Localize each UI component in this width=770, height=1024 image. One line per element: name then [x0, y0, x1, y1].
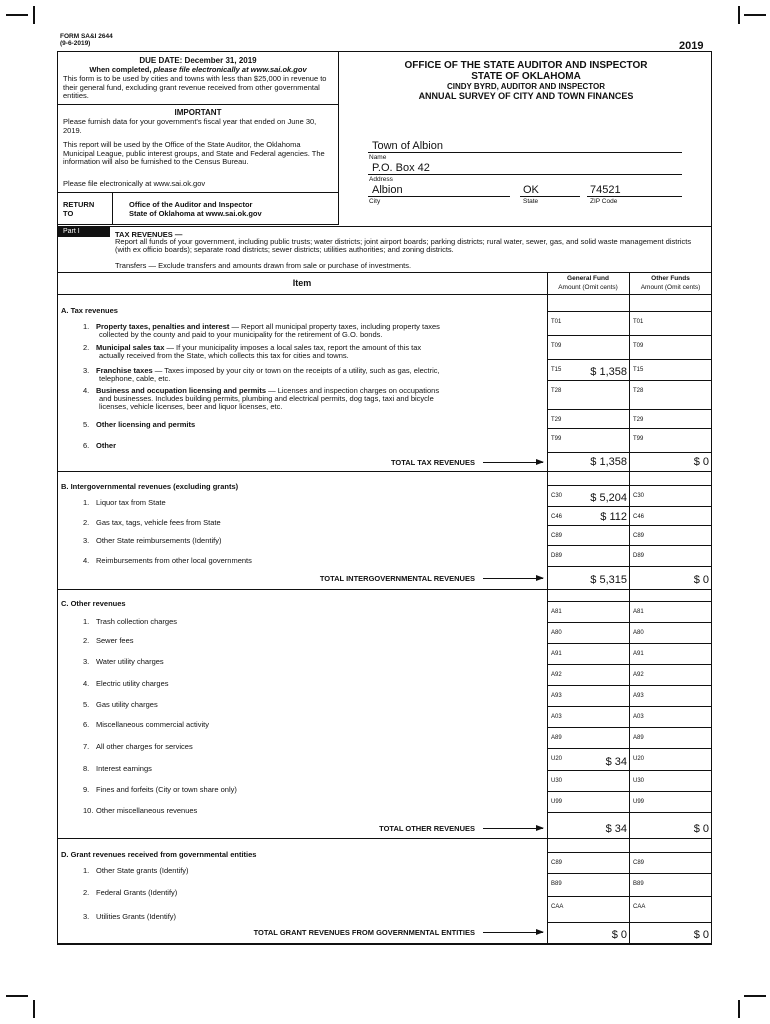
item-number: 4.: [83, 386, 90, 395]
general-fund-total[interactable]: $ 34: [605, 823, 627, 835]
general-fund-code: U99: [551, 799, 563, 805]
row-divider: [547, 428, 712, 429]
item-number: 2.: [83, 518, 90, 527]
general-amount-header: Amount (Omit cents): [558, 284, 618, 291]
row-divider: [547, 359, 712, 360]
other-funds-code: A91: [633, 651, 644, 657]
general-fund-code: A93: [551, 693, 562, 699]
line-item: Interest earnings: [96, 764, 152, 773]
part-label: Part I: [57, 226, 110, 237]
row-divider: [547, 791, 712, 792]
line-item: Other miscellaneous revenues: [96, 806, 198, 815]
line-item: Other State grants (Identify): [96, 866, 189, 875]
line-item: Electric utility charges: [96, 679, 169, 688]
line-item: [96, 441, 116, 450]
row-divider: [547, 335, 712, 336]
line-item-title: Franchise taxes: [96, 366, 153, 375]
row-divider: [547, 896, 712, 897]
general-fund-code: C30: [551, 493, 563, 499]
item-number: 3.: [83, 536, 90, 545]
item-number: 5.: [83, 420, 90, 429]
other-funds-header: Other Funds: [651, 275, 690, 282]
line-item: Utilities Grants (Identify): [96, 912, 177, 921]
general-fund-code: C89: [551, 533, 563, 539]
line-item-title: Municipal sales tax: [96, 343, 165, 352]
other-funds-code: T09: [633, 343, 644, 349]
divider: [57, 104, 339, 105]
row-divider: [547, 770, 712, 771]
other-funds-code: U20: [633, 756, 645, 762]
line-item: Miscellaneous commercial activity: [96, 720, 209, 729]
item-number: 4.: [83, 556, 90, 565]
other-funds-code: T01: [633, 319, 644, 325]
row-divider: [547, 566, 712, 567]
line-item: Gas tax, tags, vehicle fees from State: [96, 518, 221, 527]
item-number: 3.: [83, 366, 90, 375]
general-fund-code: A89: [551, 735, 562, 741]
line-item-continued: actually received from the State, which collects this tax for cities and towns.: [99, 351, 349, 360]
general-fund-code: T99: [551, 436, 562, 442]
general-fund-code: T28: [551, 388, 562, 394]
important-title: IMPORTANT: [174, 108, 222, 117]
total-label: TOTAL TAX REVENUES: [390, 458, 475, 467]
divider: [57, 272, 712, 273]
electronic-note-prefix: When completed,: [89, 65, 154, 74]
item-number: 4.: [83, 679, 90, 688]
line-item-continued: telephone, cable, etc.: [99, 374, 171, 383]
item-number: 8.: [83, 764, 90, 773]
other-funds-code: D89: [633, 553, 645, 559]
other-funds-code: CAA: [633, 904, 646, 910]
general-fund-code: T15: [551, 367, 562, 373]
row-divider: [547, 922, 712, 923]
general-fund-code: B89: [551, 881, 562, 887]
row-divider: [547, 506, 712, 507]
general-fund-code: A81: [551, 609, 562, 615]
row-divider: [57, 838, 712, 839]
line-item: Federal Grants (Identify): [96, 888, 178, 897]
other-amount-header: Amount (Omit cents): [640, 284, 701, 291]
crop-mark: [738, 1000, 740, 1018]
item-number: 3.: [83, 657, 90, 666]
name-label: Name: [369, 154, 387, 161]
line-item: [96, 420, 195, 429]
item-number: 1.: [83, 617, 90, 626]
general-fund-code: T09: [551, 343, 562, 349]
name-field[interactable]: Town of Albion: [372, 140, 443, 152]
return-address-2: State of Oklahoma at www.sai.ok.gov: [129, 209, 262, 218]
divider: [57, 294, 712, 295]
electronic-note: [60, 65, 336, 74]
crop-mark: [744, 995, 766, 997]
row-divider: [547, 873, 712, 874]
divider: [57, 192, 339, 193]
general-fund-amount[interactable]: $ 5,204: [590, 492, 627, 504]
important-p3: Please file electronically at www.sai.ok.gov: [63, 179, 206, 188]
general-fund-amount[interactable]: $ 1,358: [590, 366, 627, 378]
transfers-note: Transfers — Exclude transfers and amounts drawn from sale or purchase of investments.: [115, 261, 412, 270]
part-title: TAX REVENUES —: [115, 230, 183, 239]
line-item: Liquor tax from State: [96, 498, 166, 507]
row-divider: [547, 545, 712, 546]
line-item-continued: and businesses. Includes building permits, plumbing and electrical permits, dog tags, taxi and bicycle: [99, 394, 434, 403]
city-underline: [368, 196, 510, 197]
crop-mark: [33, 6, 35, 24]
return-divider: [112, 192, 113, 225]
item-number: 10.: [83, 806, 94, 815]
office-title: OFFICE OF THE STATE AUDITOR AND INSPECTOR: [404, 60, 648, 71]
general-fund-code: D89: [551, 553, 563, 559]
other-funds-code: T15: [633, 367, 644, 373]
electronic-note-link: please file electronically at www.sai.ok.gov: [153, 65, 307, 74]
line-item: All other charges for services: [96, 742, 193, 751]
state-field[interactable]: OK: [523, 184, 539, 196]
row-divider: [547, 685, 712, 686]
state-underline: [520, 196, 580, 197]
item-number: 5.: [83, 700, 90, 709]
item-number: 6.: [83, 720, 90, 729]
general-fund-code: T29: [551, 417, 562, 423]
crop-mark: [744, 14, 766, 16]
row-divider: [547, 485, 712, 486]
general-fund-amount[interactable]: $ 112: [600, 511, 627, 523]
other-funds-code: C46: [633, 514, 645, 520]
line-item-title: Property taxes, penalties and interest: [96, 322, 230, 331]
other-funds-code: A03: [633, 714, 644, 720]
other-funds-code: A80: [633, 630, 644, 636]
city-label: City: [369, 198, 381, 205]
other-funds-code: A92: [633, 672, 644, 678]
row-divider: [547, 380, 712, 381]
address-field[interactable]: P.O. Box 42: [372, 162, 430, 174]
row-divider: [547, 748, 712, 749]
general-fund-header: General Fund: [567, 275, 609, 282]
general-fund-amount[interactable]: $ 34: [605, 756, 627, 768]
line-item: Gas utility charges: [96, 700, 158, 709]
other-funds-code: C89: [633, 860, 645, 866]
other-funds-total[interactable]: $ 0: [693, 456, 709, 468]
general-fund-code: A03: [551, 714, 562, 720]
total-arrow: [483, 578, 543, 579]
zip-field[interactable]: 74521: [590, 184, 621, 196]
auditor-name: CINDY BYRD, AUDITOR AND INSPECTOR: [446, 82, 606, 91]
other-funds-total[interactable]: $ 0: [693, 929, 709, 941]
row-divider: [57, 471, 712, 472]
general-fund-total[interactable]: $ 0: [611, 929, 627, 941]
section-title: B. Intergovernmental revenues (excluding grants): [61, 482, 239, 491]
other-funds-code: A89: [633, 735, 644, 741]
line-item-text: — If your municipality imposes a local sales tax, report the amount of this tax: [164, 343, 422, 352]
item-number: 1.: [83, 322, 90, 331]
other-funds-code: T99: [633, 436, 644, 442]
item-number: 3.: [83, 912, 90, 921]
row-divider: [547, 622, 712, 623]
item-number: 7.: [83, 742, 90, 751]
row-divider: [547, 812, 712, 813]
line-item-continued: collected by the county and paid to your municipality for the retirement of G.O. bonds.: [99, 330, 383, 339]
line-item: Trash collection charges: [96, 617, 178, 626]
other-funds-total[interactable]: $ 0: [693, 823, 709, 835]
total-arrow: [483, 828, 543, 829]
row-divider: [57, 589, 712, 590]
line-item-title: Other: [96, 441, 117, 450]
survey-title: ANNUAL SURVEY OF CITY AND TOWN FINANCES: [418, 91, 634, 101]
section-title: A. Tax revenues: [61, 306, 118, 315]
crop-mark: [6, 995, 28, 997]
general-fund-code: C89: [551, 860, 563, 866]
item-number: 1.: [83, 498, 90, 507]
general-fund-code: A91: [551, 651, 562, 657]
row-divider: [547, 664, 712, 665]
line-item: Sewer fees: [96, 636, 134, 645]
general-fund-code: CAA: [551, 904, 564, 910]
due-description: This form is to be used by cities and towns with less than $25,000 in revenue to their general fund, excluding grant revenue received from other governmental entities.: [63, 74, 327, 100]
total-label: TOTAL OTHER REVENUES: [379, 824, 475, 833]
return-address-1: Office of the Auditor and Inspector: [129, 200, 253, 209]
row-divider: [547, 643, 712, 644]
line-item-title: Business and occupation licensing and permits: [96, 386, 267, 395]
other-funds-code: C89: [633, 533, 645, 539]
line-item-text: — Licenses and inspection charges on occupations: [266, 386, 440, 395]
line-item: Other State reimbursements (Identify): [96, 536, 222, 545]
other-funds-code: T28: [633, 388, 644, 394]
other-funds-code: A93: [633, 693, 644, 699]
section-title: C. Other revenues: [61, 599, 126, 608]
item-number: 2.: [83, 636, 90, 645]
total-label: TOTAL INTERGOVERNMENTAL REVENUES: [319, 574, 475, 583]
important-p1: Please furnish data for your government's fiscal year that ended on June 30, 2019.: [63, 117, 317, 135]
general-fund-total[interactable]: $ 5,315: [590, 574, 627, 586]
item-number: 6.: [83, 441, 90, 450]
general-fund-code: T01: [551, 319, 562, 325]
total-arrow: [483, 932, 543, 933]
state-label: State: [523, 198, 539, 205]
general-fund-code: C46: [551, 514, 563, 520]
other-funds-code: T29: [633, 417, 644, 423]
row-divider: [57, 944, 712, 945]
other-funds-total[interactable]: $ 0: [693, 574, 709, 586]
divider: [57, 226, 712, 227]
city-field[interactable]: Albion: [372, 184, 403, 196]
form-revision: (9-6-2019): [60, 40, 91, 47]
form-year: 2019: [679, 40, 704, 52]
other-funds-code: A81: [633, 609, 644, 615]
crop-mark: [6, 14, 28, 16]
other-funds-code: C30: [633, 493, 645, 499]
crop-mark: [33, 1000, 35, 1018]
row-divider: [547, 311, 712, 312]
address-underline: [368, 174, 682, 175]
general-fund-code: U20: [551, 756, 563, 762]
crop-mark: [738, 6, 740, 24]
item-number: 9.: [83, 785, 90, 794]
other-funds-code: U30: [633, 778, 645, 784]
line-item: Reimbursements from other local governments: [96, 556, 252, 565]
address-label: Address: [369, 176, 393, 183]
line-item: Water utility charges: [96, 657, 164, 666]
row-divider: [547, 409, 712, 410]
row-divider: [547, 706, 712, 707]
item-header: Item: [292, 278, 312, 288]
general-fund-code: A92: [551, 672, 562, 678]
general-fund-code: A80: [551, 630, 562, 636]
total-arrow: [483, 462, 543, 463]
total-label: TOTAL GRANT REVENUES FROM GOVERNMENTAL ENTITIES: [253, 928, 475, 937]
row-divider: [547, 452, 712, 453]
item-number: 1.: [83, 866, 90, 875]
item-number: 2.: [83, 888, 90, 897]
row-divider: [547, 525, 712, 526]
line-item-title: Other licensing and permits: [96, 420, 196, 429]
form-number: FORM SA&I 2644: [60, 33, 113, 40]
line-item: Fines and forfeits (City or town share only): [96, 785, 237, 794]
row-divider: [547, 852, 712, 853]
section-title: D. Grant revenues received from governmental entities: [61, 850, 257, 859]
return-label-to: TO: [63, 209, 74, 218]
column-divider: [629, 272, 630, 944]
important-p2: This report will be used by the Office of the State Auditor, the Oklahoma Municipal League, public interest groups, and State and Federal agencies. The information will also be furnished to the Census Bureau.: [63, 140, 325, 166]
due-date-title: DUE DATE: December 31, 2019: [139, 56, 257, 65]
item-number: 2.: [83, 343, 90, 352]
office-state: STATE OF OKLAHOMA: [471, 71, 581, 82]
row-divider: [547, 727, 712, 728]
zip-underline: [587, 196, 682, 197]
line-item-continued: licenses, vehicle licenses, beer and liquor licenses, etc.: [99, 402, 283, 411]
general-fund-total[interactable]: $ 1,358: [590, 456, 627, 468]
other-funds-code: B89: [633, 881, 644, 887]
line-item-text: — Taxes imposed by your city or town on the receipts of a utility, such as gas, electric,: [152, 366, 440, 375]
line-item-text: — Report all municipal property taxes, including property taxes: [229, 322, 440, 331]
other-funds-code: U99: [633, 799, 645, 805]
general-fund-code: U30: [551, 778, 563, 784]
row-divider: [547, 601, 712, 602]
name-underline: [368, 152, 682, 153]
part-description: Report all funds of your government, including public trusts; water districts; joint airport boards; parking districts; rural water, sewer, gas, and solid waste management districts (with ex officio boards); separate road districts; sewer districts; utilities authorities; and zoning districts.: [115, 237, 692, 254]
return-label: RETURN: [63, 200, 95, 209]
zip-label: ZIP Code: [590, 198, 618, 205]
